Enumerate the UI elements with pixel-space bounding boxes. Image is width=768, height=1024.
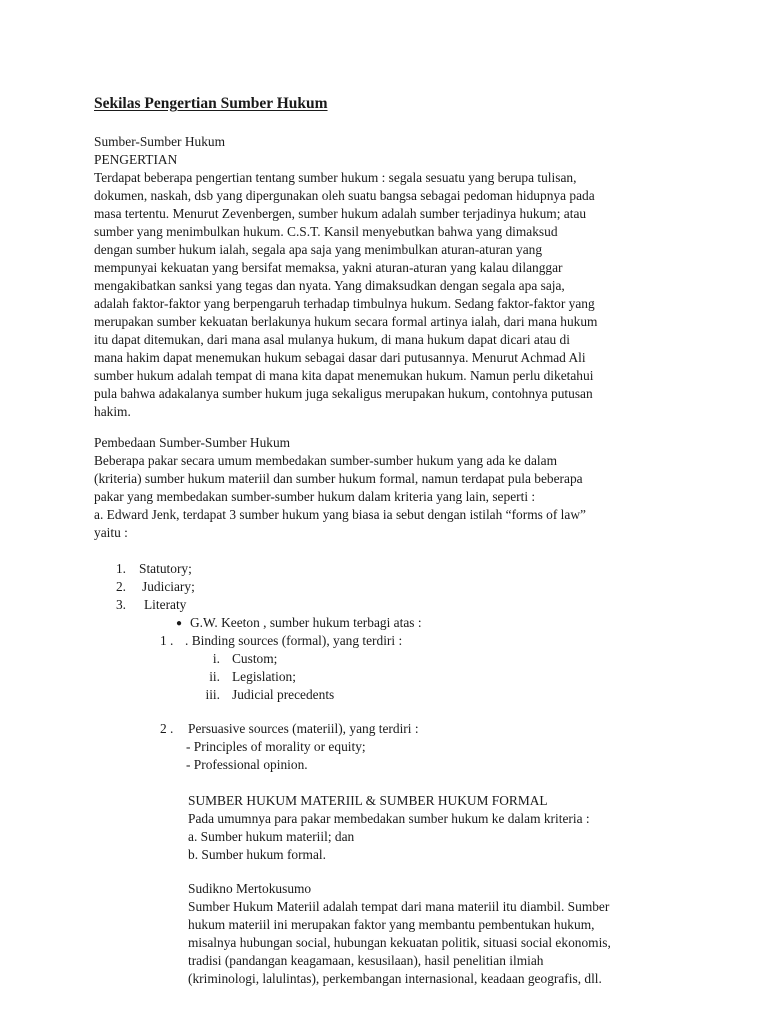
paragraph-line: (kriminologi, lalulintas), perkembangan internasional, keadaan geografis, dll. xyxy=(188,971,602,986)
dash-text: - Professional opinion. xyxy=(186,757,308,772)
list-text: Statutory; xyxy=(139,561,192,576)
paragraph-line: Pada umumnya para pakar membedakan sumber hukum ke dalam kriteria : xyxy=(188,811,590,826)
keeton-section xyxy=(0,614,768,704)
paragraph-line: sumber yang menimbulkan hukum. C.S.T. Kansil menyebutkan bahwa yang dimaksud xyxy=(94,224,558,239)
roman-text: Judicial precedents xyxy=(232,687,335,702)
paragraph-line: Beberapa pakar secara umum membedakan sumber-sumber hukum yang ada ke dalam xyxy=(94,453,558,468)
section-heading-pembedaan: Pembedaan Sumber-Sumber Hukum xyxy=(94,435,291,450)
section-heading-materiil-formal: SUMBER HUKUM MATERIIL & SUMBER HUKUM FORMAL xyxy=(188,793,548,808)
paragraph-line: mempunyai kekuatan yang bersifat memaksa, yakni aturan-aturan yang kalau dilanggar xyxy=(94,260,563,275)
paragraph-line: a. Edward Jenk, terdapat 3 sumber hukum yang biasa ia sebut dengan istilah “forms of law” xyxy=(94,507,586,522)
roman-item xyxy=(0,668,768,686)
paragraph-line: hukum materiil ini merupakan faktor yang membantu pembentukan hukum, xyxy=(188,917,595,932)
paragraph-line: misalnya hubungan social, hubungan kekuatan politik, situasi social ekonomis, xyxy=(188,935,611,950)
list-item xyxy=(0,578,768,596)
list-text: . Binding sources (formal), yang terdiri : xyxy=(185,633,403,648)
roman-item xyxy=(0,650,768,668)
roman-text: Legislation; xyxy=(232,669,296,684)
document-title: Sekilas Pengertian Sumber Hukum xyxy=(94,95,328,112)
dash-text: - Principles of morality or equity; xyxy=(186,739,366,754)
paragraph-line: itu dapat ditemukan, dari mana asal mulanya hukum, di mana hukum dapat dicari atau di xyxy=(94,332,570,347)
paragraph-line: dokumen, naskah, dsb yang dipergunakan oleh suatu bangsa sebagai pedoman hidupnya pada xyxy=(94,188,595,203)
paragraph-line: pakar yang membedakan sumber-sumber hukum dalam kriteria yang lain, seperti : xyxy=(94,489,536,504)
dash-item xyxy=(0,756,768,774)
bullet-icon: ● xyxy=(176,618,183,629)
list-item xyxy=(0,560,768,578)
paragraph-line: mengakibatkan sanksi yang tegas dan nyata. Yang dimaksudkan dengan segala apa saja, xyxy=(94,278,565,293)
paragraph-line: (kriteria) sumber hukum materiil dan sumber hukum formal, namun terdapat pula beberapa xyxy=(94,471,583,486)
roman-number: iii. xyxy=(205,687,220,702)
paragraph-line: yaitu : xyxy=(94,525,128,540)
paragraph-line: Sumber Hukum Materiil adalah tempat dari mana materiil itu diambil. Sumber xyxy=(188,899,610,914)
section-subheading-pengertian: PENGERTIAN xyxy=(94,152,178,167)
list-text: Judiciary; xyxy=(142,579,195,594)
list-text: Literaty xyxy=(144,597,187,612)
roman-number: i. xyxy=(212,651,220,666)
list-number: 2 . xyxy=(160,721,174,736)
paragraph-line: mana hakim dapat menemukan hukum sebagai dasar dari putusannya. Menurut Achmad Ali xyxy=(94,350,586,365)
paragraph-pengertian xyxy=(94,169,684,421)
list-number: 3. xyxy=(115,597,126,612)
paragraph-line: adalah faktor-faktor yang berpengaruh terhadap timbulnya hukum. Sedang faktor-faktor yang xyxy=(94,296,595,311)
roman-text: Custom; xyxy=(232,651,278,666)
paragraph-line: tradisi (pandangan keagamaan, kesusilaan), hasil penelitian ilmiah xyxy=(188,953,544,968)
list-item xyxy=(0,596,768,614)
paragraph-line: merupakan sumber kekuatan berlakunya hukum secara formal artinya ialah, dari mana hukum xyxy=(94,314,598,329)
list-number: 2. xyxy=(115,579,126,594)
paragraph-line: hakim. xyxy=(94,404,131,419)
sudikno-section xyxy=(188,880,611,988)
roman-item xyxy=(0,686,768,704)
paragraph-line: masa tertentu. Menurut Zevenbergen, sumber hukum adalah sumber terjadinya hukum; atau xyxy=(94,206,587,221)
paragraph-line: dengan sumber hukum ialah, segala apa saja yang menimbulkan aturan-aturan yang xyxy=(94,242,543,257)
dash-item xyxy=(0,738,768,756)
paragraph-line: sumber hukum adalah tempat di mana kita dapat menemukan hukum. Namun perlu diketahui xyxy=(94,368,594,383)
list-number: 1 . xyxy=(160,633,174,648)
roman-number: ii. xyxy=(209,669,220,684)
paragraph-pembedaan xyxy=(94,452,684,542)
list-item xyxy=(0,632,768,650)
bullet-text: G.W. Keeton , sumber hukum terbagi atas : xyxy=(190,615,422,630)
paragraph-line: b. Sumber hukum formal. xyxy=(188,847,326,862)
list-number: 1. xyxy=(115,561,126,576)
section-heading-sumber: Sumber-Sumber Hukum xyxy=(94,134,226,149)
persuasive-section xyxy=(0,720,768,774)
bullet-item xyxy=(0,614,768,632)
section-heading-sudikno: Sudikno Mertokusumo xyxy=(188,881,312,896)
jenk-list xyxy=(0,560,768,614)
materiil-formal-section xyxy=(188,792,590,864)
paragraph-line: pula bahwa adakalanya sumber hukum juga sekaligus merupakan hukum, contohnya putusan xyxy=(94,386,593,401)
paragraph-line: Terdapat beberapa pengertian tentang sumber hukum : segala sesuatu yang berupa tulisan, xyxy=(94,170,577,185)
paragraph-line: a. Sumber hukum materiil; dan xyxy=(188,829,355,844)
list-text: Persuasive sources (materiil), yang terdiri : xyxy=(188,721,419,736)
list-item xyxy=(0,720,768,738)
